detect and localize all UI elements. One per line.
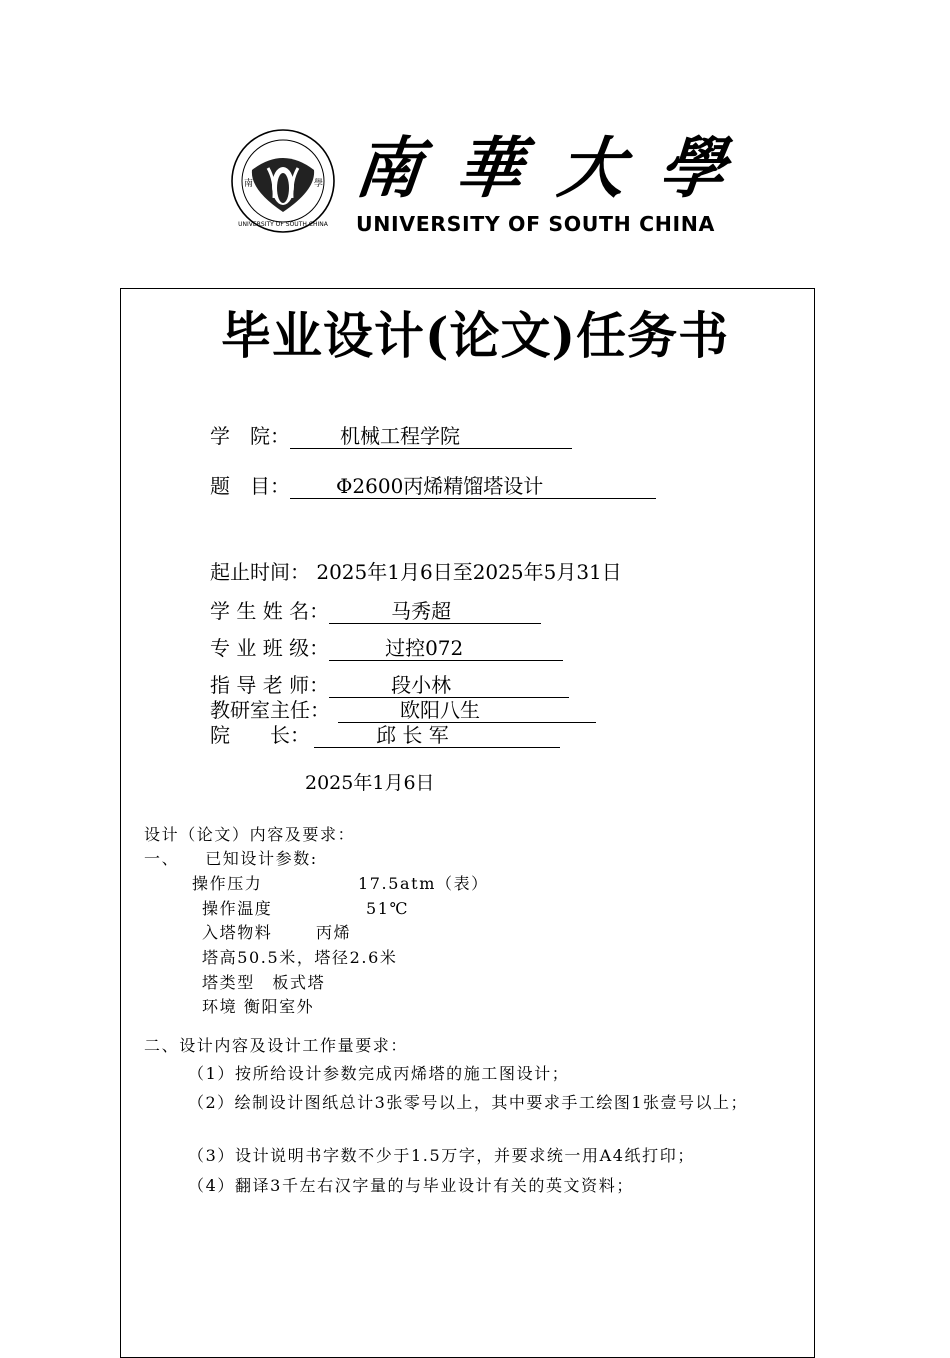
tower-size: 塔高50.5米，塔径2.6米: [202, 948, 398, 967]
param-value: 丙烯: [316, 923, 352, 942]
university-name-cn: [351, 118, 730, 207]
issue-date: 2025年1月6日: [305, 772, 435, 794]
topic-value: Φ2600丙烯精馏塔设计: [290, 474, 656, 499]
requirement-3: （3）设计说明书字数不少于1.5万字，并要求统一用A4纸打印；: [188, 1146, 695, 1165]
university-name-char: 南: [351, 128, 426, 207]
student-row: [210, 595, 541, 624]
dean-row: [210, 719, 560, 748]
university-name-char: 華: [452, 128, 527, 207]
dean-label: 院 长：: [210, 723, 310, 747]
class-row: [210, 632, 563, 661]
section1-title: 已知设计参数:: [205, 849, 318, 868]
param-value: 51℃: [366, 899, 410, 918]
content-heading: 设计（论文）内容及要求：: [144, 825, 356, 844]
university-logo: [228, 118, 728, 243]
university-seal-icon: [230, 128, 336, 234]
requirement-2: （2）绘制设计图纸总计3张零号以上，其中要求手工绘图1张壹号以上；: [188, 1093, 749, 1112]
svg-text:學: 學: [314, 179, 324, 189]
student-label: 学 生 姓 名：: [210, 599, 330, 623]
section2-heading: 二、设计内容及设计工作量要求：: [144, 1036, 409, 1055]
class-value: 过控072: [329, 636, 563, 661]
college-value: 机械工程学院: [290, 424, 572, 449]
college-row: [210, 420, 572, 449]
advisor-value: 段小林: [329, 673, 569, 698]
period-row: 起止时间： 2025年1月6日至2025年5月31日: [210, 560, 622, 584]
topic-row: [210, 470, 656, 499]
advisor-label: 指 导 老 师：: [210, 673, 330, 697]
environment: 环境 衡阳室外: [202, 997, 315, 1016]
svg-text:南: 南: [244, 179, 254, 189]
param-row: [202, 896, 409, 919]
section1-heading: [144, 846, 318, 869]
class-label: 专 业 班 级：: [210, 636, 330, 660]
param-value: 17.5atm（表）: [358, 874, 489, 893]
director-label: 教研室主任：: [210, 698, 330, 722]
param-row: [192, 871, 489, 894]
section1-number: 一、: [144, 849, 180, 868]
dean-value: 邱 长 军: [314, 723, 560, 748]
param-name: 操作温度: [202, 899, 273, 918]
topic-label: 题 目：: [210, 474, 290, 498]
tower-type: 塔类型 板式塔: [202, 973, 326, 992]
param-name: 入塔物料: [202, 923, 273, 942]
college-label: 学 院：: [210, 424, 290, 448]
university-name-en: UNIVERSITY OF SOUTH CHINA: [356, 212, 715, 236]
university-name-char: 大: [553, 128, 629, 207]
requirement-4: （4）翻译3千左右汉字量的与毕业设计有关的英文资料；: [188, 1176, 634, 1195]
param-name: 操作压力: [192, 874, 263, 893]
director-value: 欧阳八生: [338, 698, 596, 723]
student-value: 马秀超: [329, 599, 541, 624]
document-title: 毕业设计(论文)任务书: [220, 306, 730, 365]
university-name-char: 學: [655, 128, 730, 207]
requirement-1: （1）按所给设计参数完成丙烯塔的施工图设计；: [188, 1064, 570, 1083]
param-row: [202, 920, 351, 943]
svg-text:UNIVERSITY OF SOUTH CHINA: UNIVERSITY OF SOUTH CHINA: [238, 221, 328, 228]
